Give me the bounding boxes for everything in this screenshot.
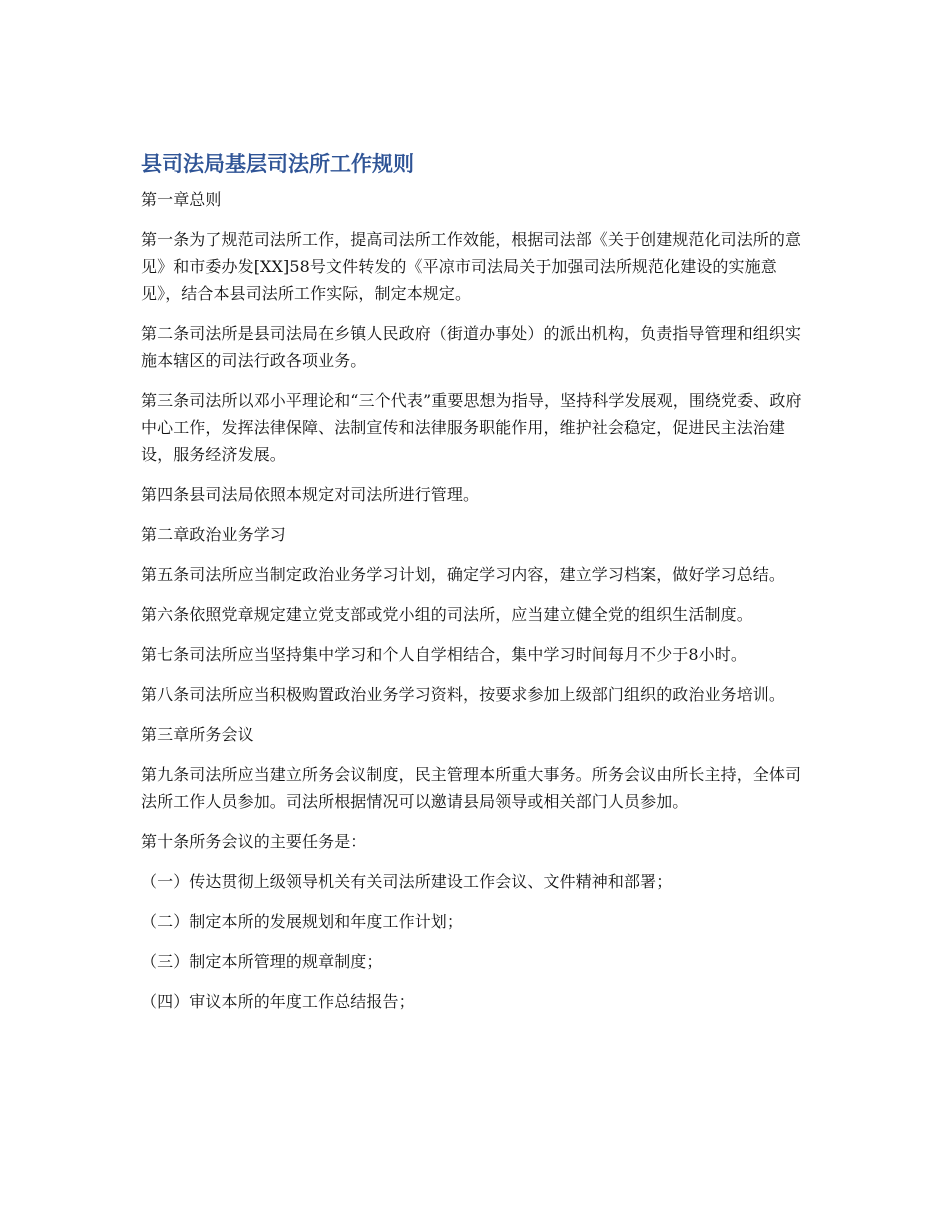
chapter-heading: 第三章所务会议	[141, 725, 254, 744]
paragraph: 第三条司法所以邓小平理论和“三个代表”重要思想为指导，坚持科学发展观，围绕党委、政府中心工作，发挥法律保障、法制宣传和法律服务职能作用，维护社会稳定，促进民主法治建设，服务经济发展。	[141, 391, 802, 464]
list-item: （四）审议本所的年度工作总结报告；	[141, 992, 415, 1011]
paragraph: 第七条司法所应当坚持集中学习和个人自学相结合，集中学习时间每月不少于8小时。	[141, 645, 747, 664]
list-item: （二）制定本所的发展规划和年度工作计划；	[141, 912, 464, 931]
paragraph: 第五条司法所应当制定政治业务学习计划，确定学习内容，建立学习档案，做好学习总结。	[141, 565, 786, 584]
paragraph: 第四条县司法局依照本规定对司法所进行管理。	[141, 485, 480, 504]
paragraph: 第十条所务会议的主要任务是：	[141, 832, 367, 851]
paragraph: 第九条司法所应当建立所务会议制度，民主管理本所重大事务。所务会议由所长主持，全体司法所工作人员参加。司法所根据情况可以邀请县局领导或相关部门人员参加。	[141, 765, 802, 811]
document-page	[141, 148, 811, 1028]
document-title: 县司法局基层司法所工作规则	[141, 152, 414, 176]
chapter-heading: 第二章政治业务学习	[141, 525, 286, 544]
list-item: （三）制定本所管理的规章制度；	[141, 952, 383, 971]
list-item: （一）传达贯彻上级领导机关有关司法所建设工作会议、文件精神和部署；	[141, 872, 673, 891]
paragraph: 第一条为了规范司法所工作，提高司法所工作效能，根据司法部《关于创建规范化司法所的意见》和市委办发[XX]58号文件转发的《平凉市司法局关于加强司法所规范化建设的实施意见》，结合本县司法所工作实际，制定本规定。	[141, 230, 802, 303]
paragraph: 第六条依照党章规定建立党支部或党小组的司法所，应当建立健全党的组织生活制度。	[141, 605, 753, 624]
paragraph: 第二条司法所是县司法局在乡镇人民政府（街道办事处）的派出机构，负责指导管理和组织实施本辖区的司法行政各项业务。	[141, 324, 802, 370]
paragraph: 第八条司法所应当积极购置政治业务学习资料，按要求参加上级部门组织的政治业务培训。	[141, 685, 786, 704]
chapter-heading: 第一章总则	[141, 190, 222, 209]
